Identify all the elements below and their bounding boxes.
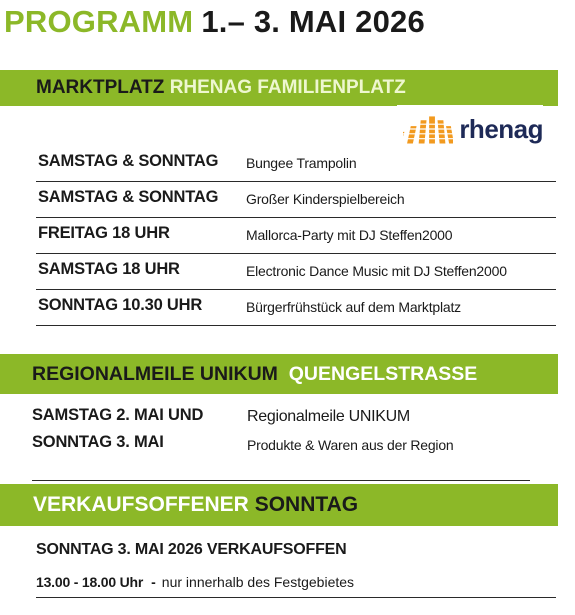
program-label: PROGRAMM	[4, 4, 194, 39]
schedule-row	[36, 254, 556, 290]
sunburst-icon	[403, 112, 453, 146]
row-day: SONNTAG 10.30 UHR	[38, 296, 203, 314]
schedule-row	[36, 218, 556, 254]
opening-note: nur innerhalb des Festgebietes	[161, 574, 355, 590]
opening-hours: 13.00 - 18.00 Uhr	[36, 574, 144, 590]
row-event: Bürgerfrühstück auf dem Marktplatz	[246, 299, 461, 315]
row-event: Electronic Dance Music mit DJ Steffen2000	[246, 263, 507, 279]
row-day: FREITAG 18 UHR	[38, 224, 170, 242]
entry-event-line-1: Regionalmeile UNIKUM	[247, 408, 410, 425]
section-header-verkaufsoffen	[0, 484, 558, 526]
row-day: SAMSTAG & SONNTAG	[38, 188, 219, 206]
row-event: Bungee Trampolin	[246, 155, 357, 171]
section-title-dark: MARKTPLATZ	[36, 77, 165, 98]
divider	[32, 480, 530, 481]
section-title-light: QUENGELSTRASSE	[288, 363, 478, 385]
section-header-regionalmeile	[0, 354, 558, 394]
schedule-row	[36, 182, 556, 218]
row-event: Mallorca-Party mit DJ Steffen2000	[246, 227, 453, 243]
section-header-marktplatz	[0, 70, 558, 106]
schedule-row	[36, 290, 556, 326]
section-title-dark: SONNTAG	[254, 493, 359, 516]
entry-day-line-2: SONNTAG 3. MAI	[32, 433, 164, 451]
section-title-light: RHENAG FAMILIENPLATZ	[169, 77, 406, 98]
date-range: 1.– 3. MAI 2026	[201, 4, 425, 39]
logo-wordmark: rhenag	[459, 113, 543, 144]
separator-dash: -	[151, 574, 156, 590]
entry-day-line-1: SAMSTAG 2. MAI UND	[32, 406, 204, 424]
section-title-dark: REGIONALMEILE UNIKUM	[32, 363, 278, 385]
page-title	[4, 2, 425, 42]
row-day: SAMSTAG & SONNTAG	[38, 152, 219, 170]
schedule-row	[36, 146, 556, 182]
section-title-white: VERKAUFSOFFENER	[33, 493, 249, 516]
row-event: Großer Kinderspielbereich	[246, 191, 405, 207]
divider	[36, 597, 556, 598]
entry-event-line-2: Produkte & Waren aus der Region	[247, 437, 454, 453]
row-day: SAMSTAG 18 UHR	[38, 260, 180, 278]
verkaufsoffen-hours-line	[36, 574, 354, 590]
verkaufsoffen-headline: SONNTAG 3. MAI 2026 VERKAUFSOFFEN	[36, 541, 347, 558]
